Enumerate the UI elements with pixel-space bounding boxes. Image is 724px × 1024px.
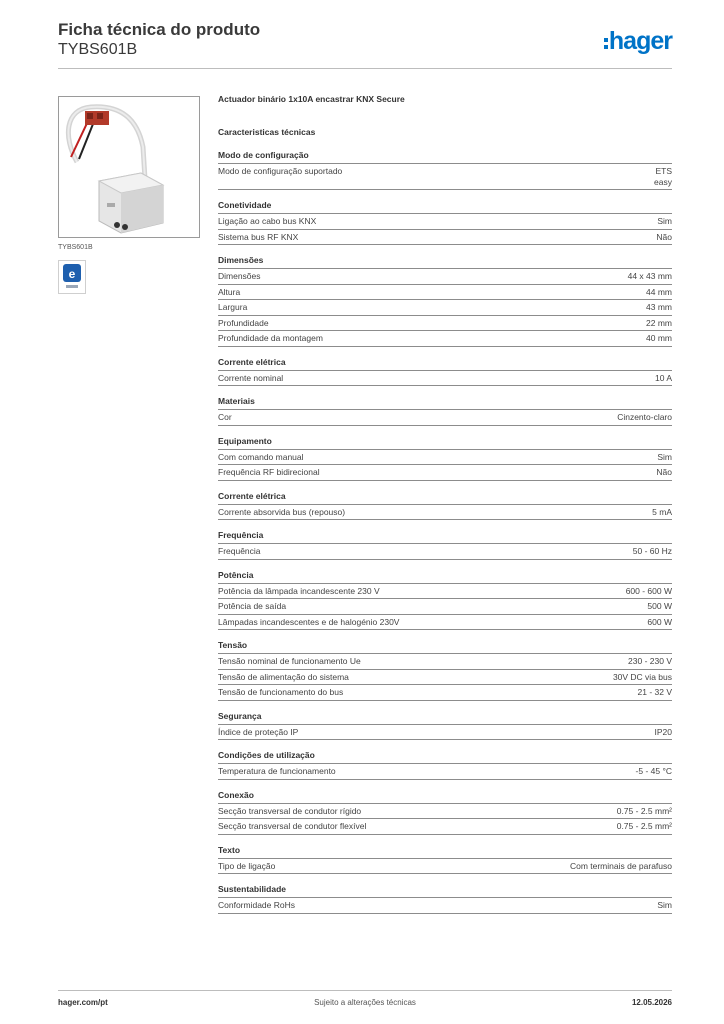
spec-row [218, 584, 672, 600]
section-title: Corrente elétrica [218, 491, 672, 505]
section-title: Condições de utilização [218, 750, 672, 764]
spec-value-line: 44 x 43 mm [627, 271, 672, 281]
logo-text: hager [608, 27, 672, 55]
spec-label: Secção transversal de condutor flexível [218, 821, 367, 831]
spec-value-line: 30V DC via bus [612, 671, 672, 682]
spec-value [655, 373, 672, 384]
spec-section [218, 530, 672, 560]
spec-label: Índice de proteção IP [218, 726, 299, 737]
spec-row [218, 164, 672, 190]
spec-label: Tensão de funcionamento do bus [218, 687, 344, 697]
spec-row [218, 670, 672, 686]
spec-label: Ligação ao cabo bus KNX [218, 216, 317, 226]
footer-notice: Sujeito a alterações técnicas [314, 998, 416, 1007]
spec-value-line: 0.75 - 2.5 mm² [616, 805, 672, 816]
spec-label: Altura [218, 286, 241, 297]
spec-value-line: 600 - 600 W [625, 585, 672, 596]
section-title: Conetividade [218, 200, 672, 214]
spec-section [218, 790, 672, 835]
spec-sections [218, 150, 672, 914]
spec-value-line: 22 mm [646, 317, 672, 328]
spec-row [218, 214, 672, 230]
spec-value [646, 333, 672, 344]
spec-label: Corrente nominal [218, 372, 284, 383]
spec-value [570, 861, 672, 872]
spec-section [218, 711, 672, 741]
spec-value-line: 43 mm [646, 302, 672, 312]
spec-row [218, 371, 672, 387]
spec-section [218, 491, 672, 521]
spec-value-line: 0.75 - 2.5 mm² [616, 821, 672, 831]
footer-divider [58, 990, 672, 991]
spec-label: Secção transversal de condutor rígido [218, 805, 362, 816]
spec-label: Modo de configuração suportado [218, 166, 343, 176]
spec-row [218, 544, 672, 560]
spec-label: Largura [218, 302, 248, 312]
product-code: TYBS601B [58, 41, 138, 58]
spec-section [218, 640, 672, 701]
spec-row [218, 316, 672, 332]
spec-label: Conformidade RoHs [218, 900, 296, 910]
spec-label: Potência da lâmpada incandescente 230 V [218, 585, 380, 596]
logo-mark-icon [604, 38, 608, 49]
spec-label: Sistema bus RF KNX [218, 231, 299, 242]
spec-value [655, 727, 673, 738]
knx-actuator-product-photo [59, 97, 199, 237]
spec-value-line: Sim [657, 451, 672, 462]
spec-value [647, 601, 672, 612]
header-divider [58, 68, 672, 69]
spec-value [617, 806, 672, 817]
technical-specifications [218, 94, 672, 924]
spec-value [628, 656, 672, 667]
spec-label: Frequência RF bidirecional [218, 467, 320, 477]
spec-value [626, 586, 672, 597]
spec-row [218, 725, 672, 741]
spec-value [657, 216, 672, 227]
spec-value-line: 40 mm [646, 333, 672, 343]
spec-label: Lâmpadas incandescentes e de halogénio 230V [218, 616, 400, 627]
spec-row [218, 804, 672, 820]
technical-characteristics-title: Caracteristicas técnicas [218, 127, 316, 137]
section-title: Sustentabilidade [218, 884, 672, 898]
spec-value [638, 687, 673, 698]
spec-row [218, 285, 672, 301]
spec-row [218, 898, 672, 914]
spec-value [647, 617, 672, 628]
spec-value-line: 600 W [647, 616, 672, 627]
spec-value [617, 821, 672, 832]
spec-row [218, 685, 672, 701]
spec-row [218, 859, 672, 875]
spec-value [656, 467, 672, 478]
spec-row [218, 300, 672, 316]
spec-label: Tensão nominal de funcionamento Ue [218, 656, 361, 666]
spec-row [218, 465, 672, 481]
spec-value-line: Não [656, 231, 672, 242]
section-title: Frequência [218, 530, 672, 544]
spec-section [218, 200, 672, 245]
hager-logo [604, 27, 672, 55]
spec-row [218, 764, 672, 780]
spec-value [628, 271, 672, 282]
spec-value [646, 318, 672, 329]
document-header [58, 20, 260, 60]
section-title: Segurança [218, 711, 672, 725]
spec-value-line: 44 mm [646, 286, 672, 297]
spec-label: Dimensões [218, 271, 261, 281]
spec-label: Potência de saída [218, 601, 287, 611]
product-image [58, 96, 200, 238]
footer-website-link[interactable]: hager.com/pt [58, 998, 108, 1007]
spec-value [657, 452, 672, 463]
spec-value-line: IP20 [654, 726, 672, 737]
spec-value [633, 546, 672, 557]
section-title: Potência [218, 570, 672, 584]
section-title: Dimensões [218, 255, 672, 269]
footer-date: 12.05.2026 [631, 998, 672, 1007]
spec-row [218, 230, 672, 246]
section-title: Texto [218, 845, 672, 859]
spec-value-line: Cinzento-claro [617, 412, 672, 422]
spec-value-line: Não [656, 467, 672, 477]
spec-value-line: Sim [657, 216, 672, 226]
spec-row [218, 331, 672, 347]
spec-value [652, 507, 672, 518]
spec-label: Cor [218, 412, 232, 422]
section-title: Tensão [218, 640, 672, 654]
svg-text:e: e [68, 267, 76, 281]
spec-value-line: 21 - 32 V [637, 687, 672, 697]
spec-value [617, 412, 672, 423]
spec-value-line: 50 - 60 Hz [632, 546, 672, 556]
spec-row [218, 269, 672, 285]
spec-value [646, 287, 672, 298]
spec-label: Tipo de ligação [218, 860, 276, 871]
spec-value-line: 500 W [647, 601, 672, 611]
section-title: Materiais [218, 396, 672, 410]
spec-label: Profundidade [218, 317, 269, 328]
spec-section [218, 884, 672, 914]
spec-label: Com comando manual [218, 451, 304, 462]
spec-row [218, 505, 672, 521]
section-title: Equipamento [218, 436, 672, 450]
spec-section [218, 150, 672, 190]
section-title: Conexão [218, 790, 672, 804]
spec-row [218, 654, 672, 670]
spec-label: Corrente absorvida bus (repouso) [218, 506, 346, 517]
environmental-profile-badge-icon [58, 260, 86, 294]
spec-value-line: ETS [655, 166, 672, 176]
spec-value-line: Com terminais de parafuso [569, 860, 672, 871]
spec-value [613, 672, 672, 683]
section-title: Modo de configuração [218, 150, 672, 164]
spec-section [218, 570, 672, 631]
spec-section [218, 750, 672, 780]
spec-label: Temperatura de funcionamento [218, 766, 336, 776]
spec-value [657, 900, 672, 911]
spec-label: Profundidade da montagem [218, 333, 323, 343]
product-name: Actuador binário 1x10A encastrar KNX Secure [218, 94, 405, 104]
spec-section [218, 396, 672, 426]
section-title: Corrente elétrica [218, 357, 672, 371]
spec-row [218, 599, 672, 615]
spec-section [218, 845, 672, 875]
spec-value-line: 10 A [654, 372, 672, 383]
spec-section [218, 255, 672, 347]
spec-value [636, 766, 672, 777]
spec-row [218, 410, 672, 426]
spec-value-line: 5 mA [652, 506, 672, 517]
spec-value-line: -5 - 45 °C [635, 766, 672, 776]
spec-row [218, 819, 672, 835]
document-title: Ficha técnica do produto [58, 20, 261, 39]
spec-value [654, 166, 672, 187]
spec-label: Frequência [218, 546, 261, 556]
spec-section [218, 436, 672, 481]
image-caption: TYBS601B [58, 244, 93, 251]
spec-value-line: easy [654, 176, 672, 187]
spec-value [646, 302, 672, 313]
spec-value-line: 230 - 230 V [628, 656, 672, 666]
spec-value [656, 232, 672, 243]
spec-row [218, 450, 672, 466]
spec-label: Tensão de alimentação do sistema [218, 671, 349, 682]
spec-row [218, 615, 672, 631]
spec-value-line: Sim [657, 900, 672, 910]
spec-section [218, 357, 672, 387]
